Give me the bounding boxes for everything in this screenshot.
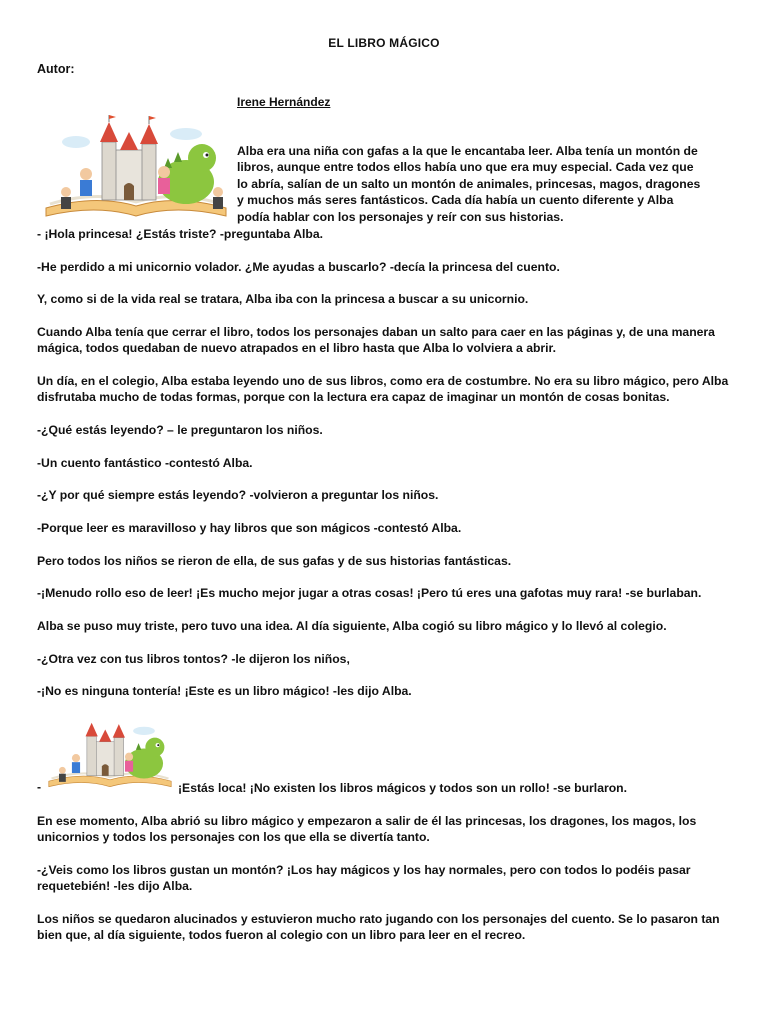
paragraph: En ese momento, Alba abrió su libro mágico y empezaron a salir de él las princesas, los dragones, los magos, los unicornios y todos los personajes con los que ella se divertía tanto. bbox=[37, 814, 697, 845]
paragraph: -He perdido a mi unicornio volador. ¿Me ayudas a buscarlo? -decía la princesa del cuento. bbox=[37, 260, 560, 274]
paragraph: -¿Qué estás leyendo? – le preguntaron los niños. bbox=[37, 423, 323, 437]
author-name: Irene Hernández bbox=[237, 95, 331, 109]
paragraph: ¡Estás loca! ¡No existen los libros mágicos y todos son un rollo! -se burlaron. bbox=[178, 781, 627, 795]
author-label: Autor: bbox=[37, 62, 75, 76]
paragraph: - ¡Hola princesa! ¿Estás triste? -preguntaba Alba. bbox=[37, 227, 324, 241]
paragraph: -¡Menudo rollo eso de leer! ¡Es mucho mejor jugar a otras cosas! ¡Pero tú eres una gafotas muy rara! -se burlaban. bbox=[37, 586, 702, 600]
paragraph: Los niños se quedaron alucinados y estuvieron mucho rato jugando con los personajes del cuento. Se lo pasaron tan bien que, al día siguiente, todos fueron al colegio con un libro para leer en el recreo. bbox=[37, 912, 720, 943]
paragraph: Cuando Alba tenía que cerrar el libro, todos los personajes daban un salto para caer en las páginas y, de una manera mágica, todos quedaban de nuevo atrapados en el libro hasta que Alba lo volviera a abrir. bbox=[37, 325, 715, 356]
magic-book-illustration-icon bbox=[36, 112, 236, 224]
paragraph: -Porque leer es maravilloso y hay libros que son mágicos -contestó Alba. bbox=[37, 521, 462, 535]
paragraph: -¿Otra vez con tus libros tontos? -le dijeron los niños, bbox=[37, 652, 350, 666]
paragraph: -Un cuento fantástico -contestó Alba. bbox=[37, 456, 253, 470]
paragraph: Un día, en el colegio, Alba estaba leyendo uno de sus libros, como era de costumbre. No era su libro mágico, pero Alba disfrutaba mucho de todas formas, porque con la lectura era capaz de imaginar un montón de cosas bonitas. bbox=[37, 374, 729, 405]
paragraph: -¡No es ninguna tontería! ¡Este es un libro mágico! -les dijo Alba. bbox=[37, 684, 412, 698]
paragraph: -¿Y por qué siempre estás leyendo? -volvieron a preguntar los niños. bbox=[37, 488, 439, 502]
intro-paragraph: Alba era una niña con gafas a la que le encantaba leer. Alba tenía un montón de libros, aunque entre todos ellos había uno que era muy especial. Cada vez que lo abría, salían de un salto un montón de animales, princesas, magos, dragones y muchos más seres fantásticos. Cada día había un cuento diferente y Alba podía hablar con los personajes y reír con sus historias. bbox=[237, 144, 701, 224]
paragraph: Alba se puso muy triste, pero tuvo una idea. Al día siguiente, Alba cogió su libro mágico y lo llevó al colegio. bbox=[37, 619, 667, 633]
document-title: EL LIBRO MÁGICO bbox=[328, 36, 440, 50]
dialogue-dash: - bbox=[37, 780, 42, 794]
magic-book-illustration-icon bbox=[42, 714, 178, 794]
paragraph: Pero todos los niños se rieron de ella, de sus gafas y de sus historias fantásticas. bbox=[37, 554, 512, 568]
paragraph: -¿Veis como los libros gustan un montón? ¡Los hay mágicos y los hay normales, pero con todos lo podéis pasar requetebién! -les dijo Alba. bbox=[37, 863, 691, 894]
paragraph: Y, como si de la vida real se tratara, Alba iba con la princesa a buscar a su unicornio. bbox=[37, 292, 529, 306]
